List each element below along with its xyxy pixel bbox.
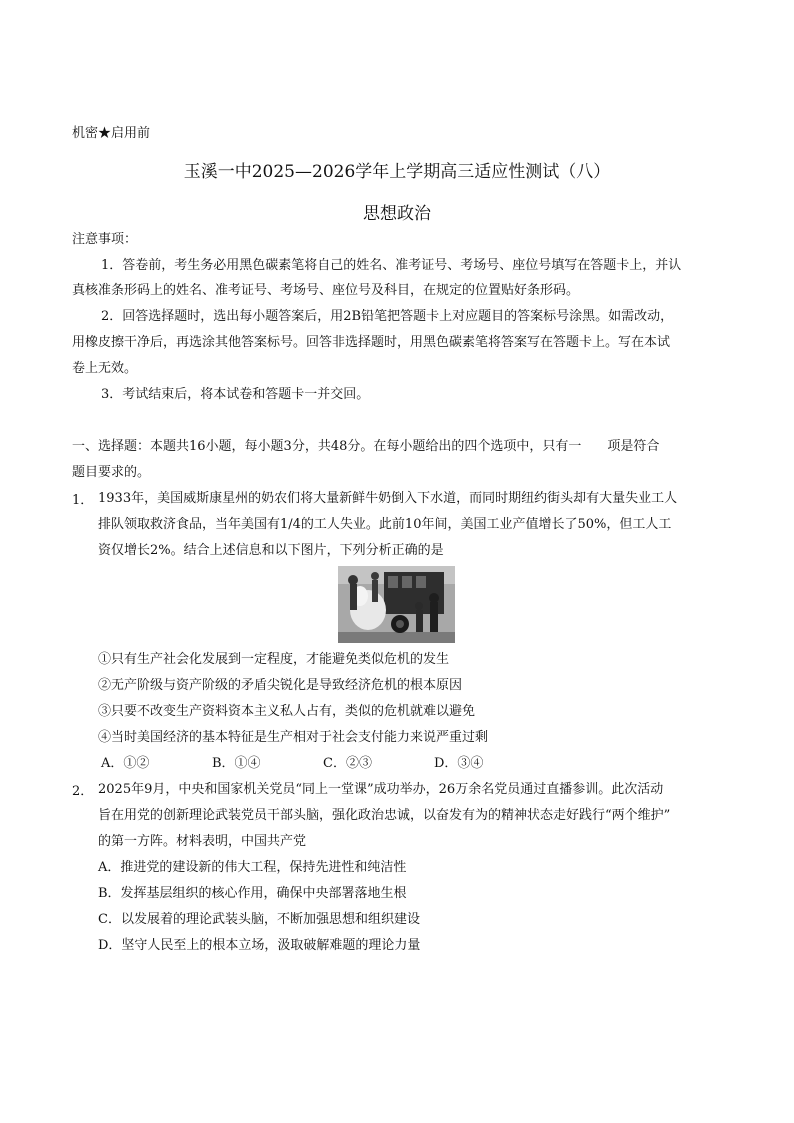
question-stem: 1933年，美国威斯康星州的奶农们将大量新鲜牛奶倒入下水道，而同时期纽约街头却有大量失业工人: [98, 491, 678, 506]
question-stem: 排队领取救济食品，当年美国有1/4的工人失业。此前10年间，美国工业产值增长了50%，但工人工: [98, 517, 672, 532]
notice-line: 2．回答选择题时，选出每小题答案后，用2B铅笔把答题卡上对应题目的答案标号涂黑。如需改动，: [101, 309, 674, 324]
section-heading: 一、选择题：本题共16小题，每小题3分，共48分。在每小题给出的四个选项中，只有一 项是符合: [72, 439, 660, 454]
notice-line: 卷上无效。: [72, 361, 138, 376]
option-b: B．①④: [212, 756, 261, 771]
question-stem: 旨在用党的创新理论武装党员干部头脑，强化政治忠诚，以奋发有为的精神状态走好践行“两个维护”: [98, 808, 671, 823]
statement: ③只要不改变生产资料资本主义私人占有，类似的危机就难以避免: [98, 704, 476, 719]
question-stem: 2025年9月，中央和国家机关党员“同上一堂课”成功举办，26万余名党员通过直播参训。此次活动: [98, 782, 664, 797]
exam-title: 玉溪一中2025—2026学年上学期高三适应性测试（八）: [183, 162, 611, 182]
milk-dumping-photo-icon: [338, 566, 455, 643]
notice-line: 3．考试结束后，将本试卷和答题卡一并交回。: [101, 387, 370, 402]
notice-line: 用橡皮擦干净后，再选涂其他答案标号。回答非选择题时，用黑色碳素笔将答案写在答题卡上。写在本试: [72, 335, 671, 350]
statement: ④当时美国经济的基本特征是生产相对于社会支付能力来说严重过剩: [98, 730, 489, 745]
question-stem: 的第一方阵。材料表明，中国共产党: [98, 834, 307, 849]
option-c: C．以发展着的理论武装头脑，不断加强思想和组织建设: [98, 912, 420, 927]
option-a: A．①②: [101, 756, 150, 771]
option-d: D．坚守人民至上的根本立场，汲取破解难题的理论力量: [98, 938, 421, 953]
statement: ①只有生产社会化发展到一定程度，才能避免类似危机的发生: [98, 652, 450, 667]
notice-heading: 注意事项：: [72, 232, 138, 247]
option-b: B．发挥基层组织的核心作用，确保中央部署落地生根: [98, 886, 407, 901]
question-number: 2．: [72, 784, 94, 799]
subject-title: 思想政治: [363, 204, 431, 224]
historical-photo: [338, 566, 455, 643]
question-stem: 资仅增长2%。结合上述信息和以下图片，下列分析正确的是: [98, 543, 444, 558]
statement: ②无产阶级与资产阶级的矛盾尖锐化是导致经济危机的根本原因: [98, 678, 463, 693]
notice-line: 1．答卷前，考生务必用黑色碳素笔将自己的姓名、准考证号、考场号、座位号填写在答题卡上，并认: [101, 258, 682, 273]
option-a: A．推进党的建设新的伟大工程，保持先进性和纯洁性: [98, 860, 407, 875]
confidential-label: 机密★启用前: [72, 126, 151, 141]
question-number: 1．: [72, 493, 94, 508]
option-c: C．②③: [323, 756, 372, 771]
notice-line: 真核准条形码上的姓名、准考证号、考场号、座位号及科目，在规定的位置贴好条形码。: [72, 283, 580, 298]
option-d: D．③④: [434, 756, 484, 771]
section-heading: 题目要求的。: [72, 465, 151, 480]
